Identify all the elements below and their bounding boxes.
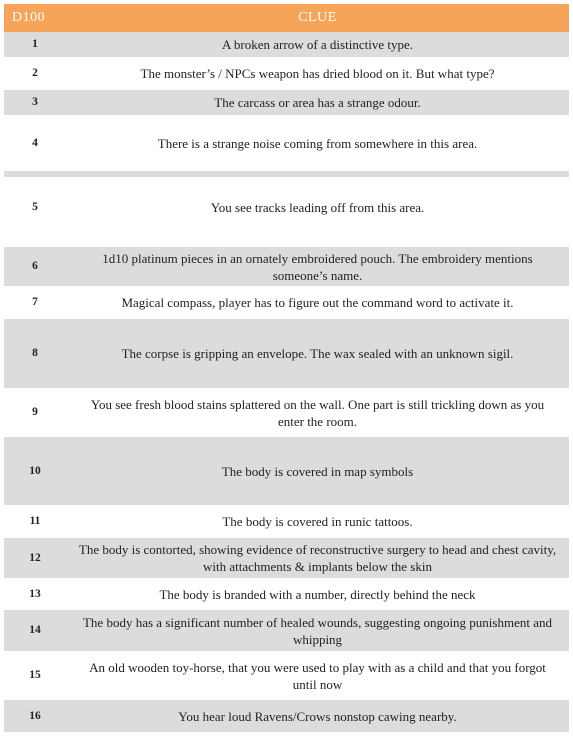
roll-number: 15 (4, 655, 66, 700)
table-row (4, 700, 569, 732)
table-row (4, 247, 569, 290)
clue-text: The body is covered in runic tattoos. (66, 509, 569, 538)
roll-number: 9 (4, 392, 66, 437)
clue-text: A broken arrow of a distinctive type. (66, 32, 569, 61)
clue-text: The body has a significant number of healed wounds, suggesting ongoing punishment and whipping (66, 610, 569, 655)
table-row (4, 171, 569, 247)
clue-text: You hear loud Ravens/Crows nonstop cawing nearby. (66, 700, 569, 732)
table-row (4, 119, 569, 171)
table-row (4, 290, 569, 319)
table-row (4, 655, 569, 700)
roll-number: 14 (4, 610, 66, 655)
table-row (4, 90, 569, 119)
clue-text: An old wooden toy-horse, that you were used to play with as a child and that you forgot until now (66, 655, 569, 700)
clue-text: The monster’s / NPCs weapon has dried blood on it. But what type? (66, 61, 569, 90)
header-row (4, 4, 569, 32)
roll-number: 5 (4, 171, 66, 247)
clue-text: The body is contorted, showing evidence of reconstructive surgery to head and chest cavity, with attachments & implants below the skin (66, 538, 569, 582)
header-d100: D100 (4, 4, 66, 32)
table-row (4, 610, 569, 655)
table-row (4, 437, 569, 509)
clue-text: The body is branded with a number, directly behind the neck (66, 582, 569, 610)
clue-text: The carcass or area has a strange odour. (66, 90, 569, 119)
table-row (4, 392, 569, 437)
table-row (4, 61, 569, 90)
clue-table (4, 4, 569, 732)
roll-number: 6 (4, 247, 66, 290)
clue-text: The corpse is gripping an envelope. The wax sealed with an unknown sigil. (66, 319, 569, 392)
roll-number: 4 (4, 119, 66, 171)
table-row (4, 32, 569, 61)
table-row (4, 582, 569, 610)
roll-number: 7 (4, 290, 66, 319)
roll-number: 16 (4, 700, 66, 732)
roll-number: 11 (4, 509, 66, 538)
roll-number: 8 (4, 319, 66, 392)
header-clue: CLUE (66, 4, 569, 32)
clue-text: There is a strange noise coming from somewhere in this area. (66, 119, 569, 171)
roll-number: 3 (4, 90, 66, 119)
roll-number: 12 (4, 538, 66, 582)
clue-text: You see fresh blood stains splattered on the wall. One part is still trickling down as you enter the room. (66, 392, 569, 437)
roll-number: 1 (4, 32, 66, 61)
clue-text: Magical compass, player has to figure out the command word to activate it. (66, 290, 569, 319)
table-row (4, 509, 569, 538)
roll-number: 13 (4, 582, 66, 610)
roll-number: 10 (4, 437, 66, 509)
table-row (4, 538, 569, 582)
roll-number: 2 (4, 61, 66, 90)
clue-text: The body is covered in map symbols (66, 437, 569, 509)
table-row (4, 319, 569, 392)
clue-text: You see tracks leading off from this area. (66, 171, 569, 247)
clue-text: 1d10 platinum pieces in an ornately embroidered pouch. The embroidery mentions someone’s name. (66, 247, 569, 290)
